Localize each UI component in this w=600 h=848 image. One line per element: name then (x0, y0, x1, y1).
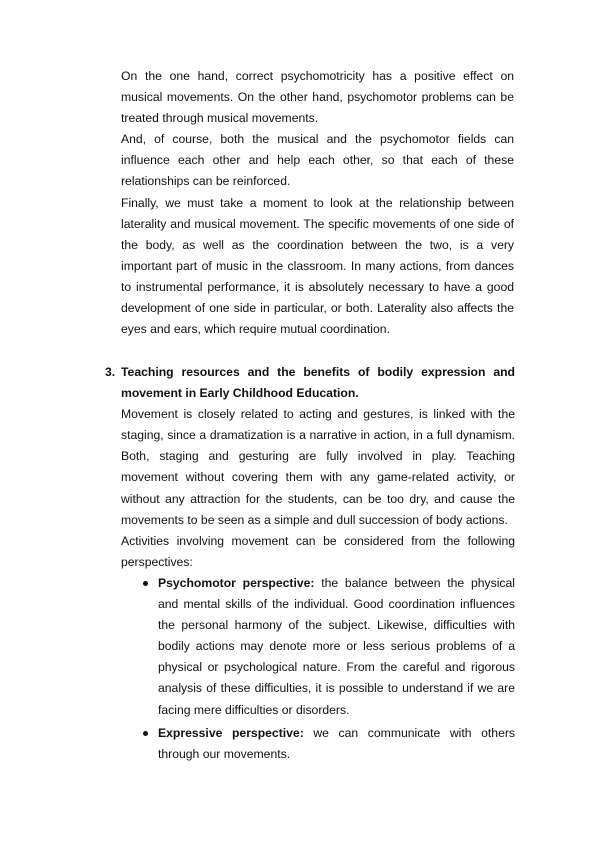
section-heading (105, 362, 515, 404)
intro-paragraph: On the one hand, correct psychomotricity has a positive effect on musical movements. On the other hand, psychomotor problems can be treated through musical movements. (121, 69, 514, 126)
section-title: Teaching resources and the benefits of bodily expression and movement in Early Childhood Education. (121, 365, 515, 401)
section-paragraph: Activities involving movement can be considered from the following perspectives: (121, 533, 515, 569)
list-item-term: Expressive perspective: (158, 725, 304, 740)
list-item-text: the balance between the physical and mental skills of the individual. Good coordination influences the personal harmony of the subject. Likewise, difficulties with bodily actions may denote more or less serious problems of a physical or psychological nature. From the careful and rigorous analysis of these difficulties, it is possible to understand if we are facing mere difficulties or disorders. (158, 575, 515, 717)
intro-text (121, 66, 514, 340)
list-item (142, 573, 515, 721)
section-number: 3. (105, 365, 116, 379)
section-body (121, 404, 515, 765)
list-item (142, 723, 515, 765)
list-item-term: Psychomotor perspective: (158, 575, 315, 590)
perspectives-list (142, 573, 515, 765)
intro-paragraph: Finally, we must take a moment to look at the relationship between laterality and musical movement. The specific movements of one side of the body, as well as the coordination between the two, is a very important part of music in the classroom. In many actions, from dances to instrumental performance, it is absolutely necessary to have a good development of one side in particular, or both. Laterality also affects the eyes and ears, which require mutual coordination. (121, 195, 514, 337)
list-item-text: we can communicate with others through our movements. (158, 725, 516, 761)
section-paragraph: Movement is closely related to acting and gestures, is linked with the staging, since a dramatization is a narrative in action, in a full dynamism. Both, staging and gesturing are fully involved in play. Teaching movement without covering them with any game-related activity, or without any attraction for the students, can be too dry, and cause the movements to be seen as a simple and dull succession of body actions. (121, 407, 515, 527)
section-3 (105, 362, 515, 767)
intro-paragraph: And, of course, both the musical and the psychomotor fields can influence each other and help each other, so that each of these relationships can be reinforced. (121, 132, 514, 189)
